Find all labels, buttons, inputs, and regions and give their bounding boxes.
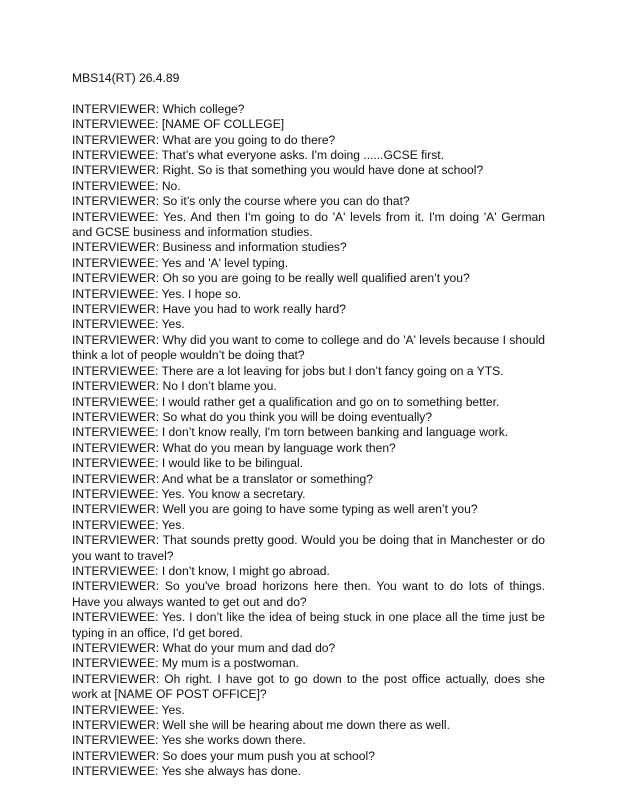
interviewee-turn: INTERVIEWEE: I don’t know really, I'm torn between banking and language work. [72,425,509,440]
interviewer-turn: INTERVIEWER: Which college? [72,101,245,116]
interviewer-turn: INTERVIEWER: And what be a translator or something? [72,471,373,486]
transcript-body [72,71,545,780]
interviewer-turn: INTERVIEWER: Oh right. I have got to go down to the post office actually, does she work at [NAME OF POST OFFICE]? [72,671,545,702]
interviewee-turn: INTERVIEWEE: Yes. I hope so. [72,286,242,301]
interviewee-turn: INTERVIEWEE: There are a lot leaving for jobs but I don’t fancy going on a YTS. [72,363,504,378]
interviewee-turn: INTERVIEWEE: Yes she works down there. [72,733,306,748]
interviewee-turn: INTERVIEWEE: Yes she always has done. [72,764,302,779]
interviewee-turn: INTERVIEWEE: Yes. [72,702,185,717]
interviewee-turn: INTERVIEWEE: [NAME OF COLLEGE] [72,117,285,132]
interviewer-turn: INTERVIEWER: What do your mum and dad do? [72,641,336,656]
interviewee-turn: INTERVIEWEE: Yes. You know a secretary. [72,486,306,501]
interviewee-turn: INTERVIEWEE: I don’t know, I might go abroad. [72,563,330,578]
interviewer-turn: INTERVIEWER: So what do you think you will be doing eventually? [72,409,433,424]
interviewer-turn: INTERVIEWER: Why did you want to come to college and do 'A' levels because I should think a lot of people wouldn’t be doing that? [72,332,545,363]
document-header: MBS14(RT) 26.4.89 [72,71,180,85]
interviewer-turn: INTERVIEWER: Oh so you are going to be really well qualified aren’t you? [72,271,470,286]
header-spacer [72,86,545,101]
interviewer-turn: INTERVIEWER: Business and information studies? [72,240,347,255]
interviewee-turn: INTERVIEWEE: Yes. And then I'm going to do 'A' levels from it. I'm doing 'A' German and GCSE business and information studies. [72,209,545,240]
interviewer-turn: INTERVIEWER: Well you are going to have some typing as well aren’t you? [72,502,478,517]
interviewee-turn: INTERVIEWEE: That’s what everyone asks. I'm doing ......GCSE first. [72,148,444,163]
interviewer-turn: INTERVIEWER: Have you had to work really hard? [72,302,347,317]
interviewer-turn: INTERVIEWER: So you've broad horizons here then. You want to do lots of things. Have you always wanted to get out and do? [72,579,545,609]
interviewer-turn: INTERVIEWER: What do you mean by language work then? [72,440,396,455]
transcript-turns [72,102,545,780]
interviewer-turn: INTERVIEWER: That sounds pretty good. Would you be doing that in Manchester or do you want to travel? [72,533,545,563]
interviewee-turn: INTERVIEWEE: Yes. [72,317,185,332]
interviewee-turn: INTERVIEWEE: Yes. I don’t like the idea of being stuck in one place all the time just be typing in an office, I'd get bored. [72,610,545,640]
interviewer-turn: INTERVIEWER: Right. So is that something you would have done at school? [72,163,484,178]
interviewer-turn: INTERVIEWER: So does your mum push you at school? [72,748,375,763]
interviewer-turn: INTERVIEWER: So it’s only the course where you can do that? [72,194,410,209]
interviewee-turn: INTERVIEWEE: I would rather get a qualification and go on to something better. [72,394,500,409]
interviewee-turn: INTERVIEWEE: Yes. [72,517,185,532]
interviewee-turn: INTERVIEWEE: Yes and 'A' level typing. [72,255,289,270]
interviewee-turn: INTERVIEWEE: No. [72,178,181,193]
interviewer-turn: INTERVIEWER: What are you going to do there? [72,132,336,147]
interviewee-turn: INTERVIEWEE: I would like to be bilingual. [72,456,304,471]
interviewer-turn: INTERVIEWER: Well she will be hearing about me down there as well. [72,718,450,733]
interviewer-turn: INTERVIEWER: No I don’t blame you. [72,379,277,394]
interviewee-turn: INTERVIEWEE: My mum is a postwoman. [72,656,299,671]
